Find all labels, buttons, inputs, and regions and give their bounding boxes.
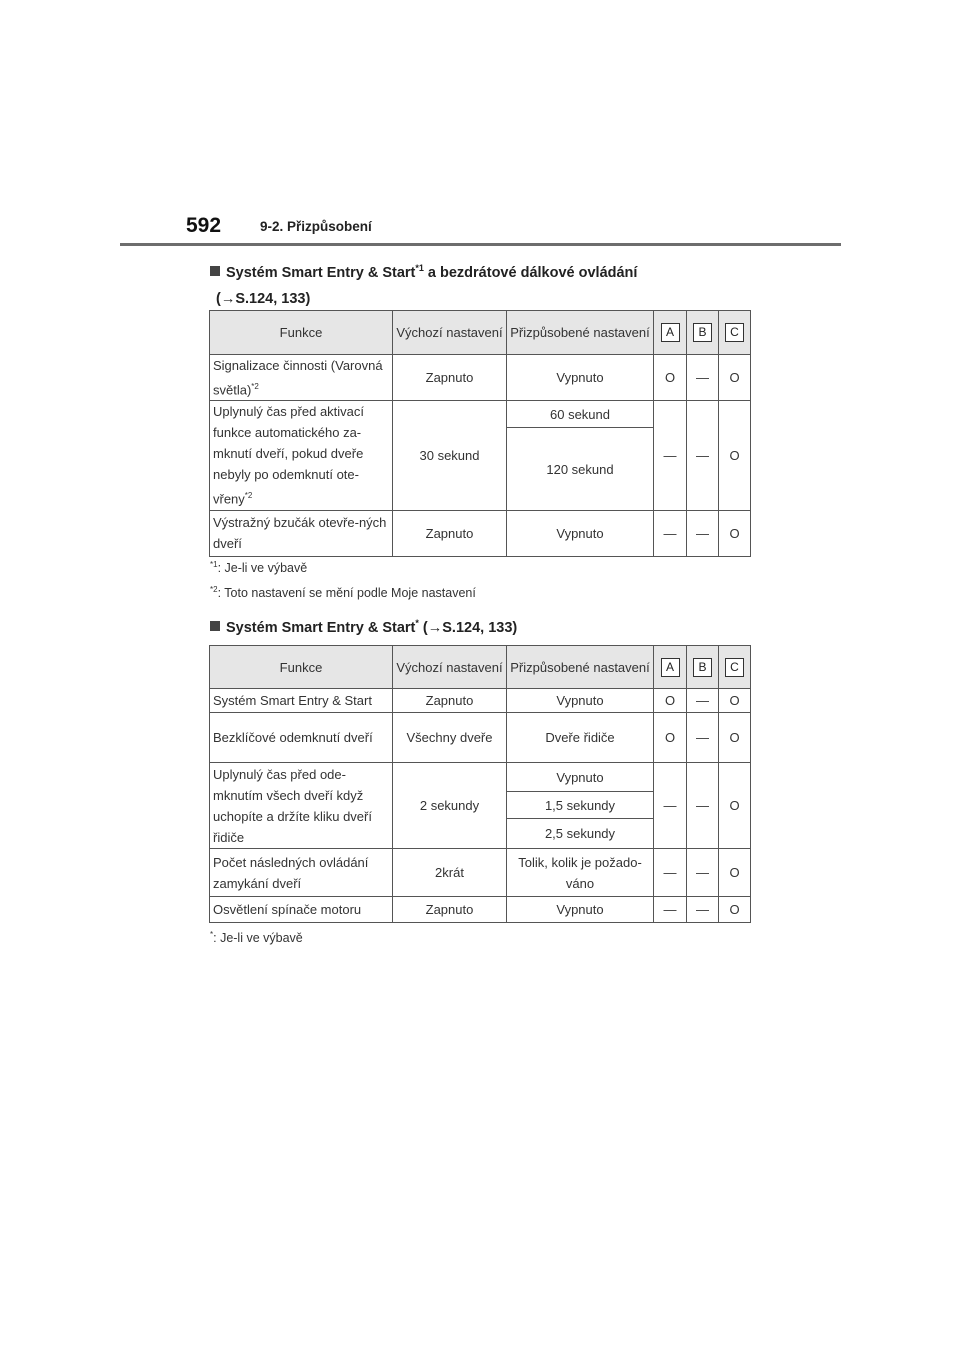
table-row: Signalizace činnosti (Varovná světla)$^{*2}$ Zapnuto Vypnuto O — O xyxy=(210,355,751,401)
table-row: Bezklíčové odemknutí dveří Všechny dveře Dveře řidiče O — O xyxy=(210,713,751,763)
col-default: Výchozí nastavení xyxy=(393,311,507,355)
table-row: Uplynulý čas před aktivací funkce automatického za-mknutí dveří, pokud dveře nebyly po odemknutí ote-vřeny$^{*2}$ 30 sekund 60 sekund — — O xyxy=(210,401,751,428)
col-b: B xyxy=(687,311,719,355)
table-row: 1,5 sekundy xyxy=(210,792,751,819)
square-bullet-icon xyxy=(210,266,220,276)
col-c: C xyxy=(719,646,751,689)
footnote-1: $^{*1}$: Je-li ve výbavě xyxy=(210,560,308,576)
page-number: 592 xyxy=(186,214,222,237)
settings-table-2 xyxy=(209,645,751,923)
col-b: B xyxy=(687,646,719,689)
col-custom: Přizpůsobené nastavení xyxy=(507,646,654,689)
table-row: Uplynulý čas před ode-mknutím všech dveří když uchopíte a držíte kliku dveří řidiče 2 sekundy Vypnuto — — O xyxy=(210,763,751,792)
col-function: Funkce xyxy=(210,311,393,355)
col-a: A xyxy=(654,646,687,689)
section-title: 9-2. Přizpůsobení xyxy=(260,219,372,234)
section1-heading: Systém Smart Entry & Start$^{*1}$ a bezdrátové dálkové ovládání (→S.124, 133) xyxy=(210,255,637,312)
table-row: 2,5 sekundy xyxy=(210,819,751,849)
table-header-row xyxy=(210,646,751,689)
table-row: Osvětlení spínače motoru Zapnuto Vypnuto — — O xyxy=(210,897,751,923)
col-custom: Přizpůsobené nastavení xyxy=(507,311,654,355)
col-c: C xyxy=(719,311,751,355)
header-divider xyxy=(120,243,841,246)
col-function: Funkce xyxy=(210,646,393,689)
table-row: 120 sekund xyxy=(210,428,751,510)
section2-heading: Systém Smart Entry & Start* (→S.124, 133) xyxy=(210,610,517,641)
footnote-2: $^{*2}$: Toto nastavení se mění podle Moje nastavení xyxy=(210,585,476,601)
footnote-3: *: Je-li ve výbavě xyxy=(210,930,303,946)
table-header-row xyxy=(210,311,751,355)
col-default: Výchozí nastavení xyxy=(393,646,507,689)
table-row: Systém Smart Entry & Start Zapnuto Vypnuto O — O xyxy=(210,689,751,713)
table-row: Počet následných ovládání zamykání dveří 2krát Tolik, kolik je požado-váno — — O xyxy=(210,849,751,897)
square-bullet-icon xyxy=(210,621,220,631)
col-a: A xyxy=(654,311,687,355)
settings-table-1 xyxy=(209,310,751,557)
table-row: Výstražný bzučák otevře-ných dveří Zapnuto Vypnuto — — O xyxy=(210,510,751,556)
